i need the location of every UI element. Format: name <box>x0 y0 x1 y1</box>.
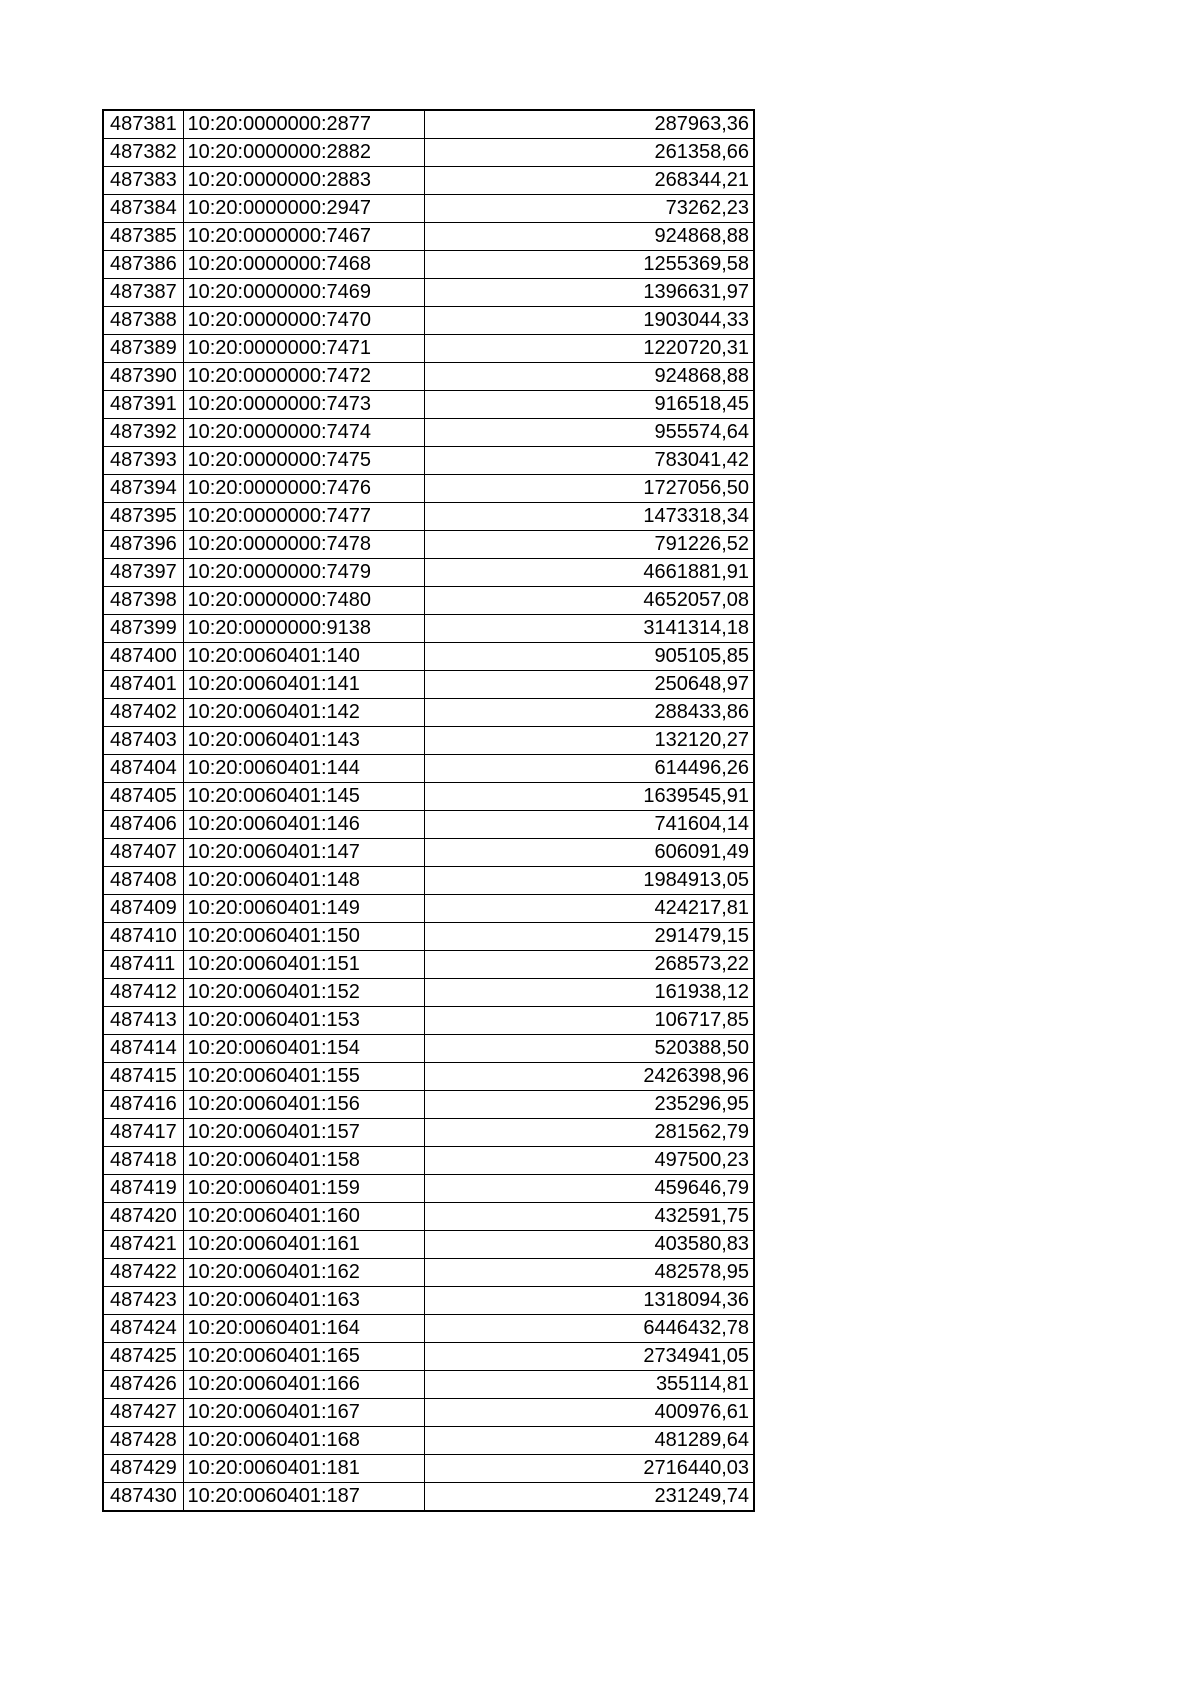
cadastral-number-cell: 10:20:0060401:167 <box>183 1399 424 1427</box>
row-id-cell: 487424 <box>103 1315 183 1343</box>
cadastral-number-cell: 10:20:0000000:9138 <box>183 615 424 643</box>
cadastral-value-cell: 261358,66 <box>424 139 754 167</box>
row-id-cell: 487384 <box>103 195 183 223</box>
cadastral-number-cell: 10:20:0060401:160 <box>183 1203 424 1231</box>
cadastral-number-cell: 10:20:0060401:168 <box>183 1427 424 1455</box>
table-row <box>103 1259 754 1287</box>
cadastral-value-cell: 400976,61 <box>424 1399 754 1427</box>
cadastral-number-cell: 10:20:0000000:2883 <box>183 167 424 195</box>
table-row <box>103 139 754 167</box>
cadastral-value-cell: 783041,42 <box>424 447 754 475</box>
row-id-cell: 487399 <box>103 615 183 643</box>
cadastral-number-cell: 10:20:0060401:146 <box>183 811 424 839</box>
cadastral-number-cell: 10:20:0060401:140 <box>183 643 424 671</box>
cadastral-value-cell: 4652057,08 <box>424 587 754 615</box>
row-id-cell: 487425 <box>103 1343 183 1371</box>
cadastral-number-cell: 10:20:0060401:144 <box>183 755 424 783</box>
row-id-cell: 487410 <box>103 923 183 951</box>
row-id-cell: 487383 <box>103 167 183 195</box>
cadastral-value-cell: 482578,95 <box>424 1259 754 1287</box>
cadastral-number-cell: 10:20:0060401:164 <box>183 1315 424 1343</box>
row-id-cell: 487426 <box>103 1371 183 1399</box>
table-row <box>103 279 754 307</box>
cadastral-value-cell: 231249,74 <box>424 1483 754 1512</box>
row-id-cell: 487415 <box>103 1063 183 1091</box>
cadastral-number-cell: 10:20:0060401:152 <box>183 979 424 1007</box>
table-row <box>103 251 754 279</box>
cadastral-value-cell: 481289,64 <box>424 1427 754 1455</box>
row-id-cell: 487381 <box>103 110 183 139</box>
row-id-cell: 487400 <box>103 643 183 671</box>
cadastral-number-cell: 10:20:0060401:162 <box>183 1259 424 1287</box>
cadastral-value-cell: 905105,85 <box>424 643 754 671</box>
row-id-cell: 487417 <box>103 1119 183 1147</box>
row-id-cell: 487421 <box>103 1231 183 1259</box>
cadastral-value-cell: 1220720,31 <box>424 335 754 363</box>
table-row <box>103 951 754 979</box>
cadastral-value-cell: 497500,23 <box>424 1147 754 1175</box>
cadastral-number-cell: 10:20:0060401:157 <box>183 1119 424 1147</box>
cadastral-value-cell: 3141314,18 <box>424 615 754 643</box>
cadastral-value-cell: 268344,21 <box>424 167 754 195</box>
row-id-cell: 487418 <box>103 1147 183 1175</box>
table-row <box>103 363 754 391</box>
row-id-cell: 487403 <box>103 727 183 755</box>
table-body <box>103 110 754 1511</box>
table-row <box>103 1203 754 1231</box>
cadastral-number-cell: 10:20:0060401:151 <box>183 951 424 979</box>
row-id-cell: 487391 <box>103 391 183 419</box>
cadastral-value-cell: 250648,97 <box>424 671 754 699</box>
cadastral-number-cell: 10:20:0060401:158 <box>183 1147 424 1175</box>
cadastral-value-cell: 459646,79 <box>424 1175 754 1203</box>
table-row <box>103 307 754 335</box>
cadastral-value-cell: 403580,83 <box>424 1231 754 1259</box>
cadastral-value-cell: 132120,27 <box>424 727 754 755</box>
cadastral-number-cell: 10:20:0000000:7478 <box>183 531 424 559</box>
row-id-cell: 487395 <box>103 503 183 531</box>
cadastral-number-cell: 10:20:0000000:7467 <box>183 223 424 251</box>
cadastral-number-cell: 10:20:0000000:2877 <box>183 110 424 139</box>
cadastral-value-cell: 924868,88 <box>424 363 754 391</box>
row-id-cell: 487392 <box>103 419 183 447</box>
cadastral-number-cell: 10:20:0000000:7476 <box>183 475 424 503</box>
cadastral-value-cell: 281562,79 <box>424 1119 754 1147</box>
cadastral-value-cell: 1727056,50 <box>424 475 754 503</box>
cadastral-number-cell: 10:20:0060401:145 <box>183 783 424 811</box>
row-id-cell: 487420 <box>103 1203 183 1231</box>
cadastral-value-cell: 1318094,36 <box>424 1287 754 1315</box>
cadastral-number-cell: 10:20:0060401:143 <box>183 727 424 755</box>
row-id-cell: 487398 <box>103 587 183 615</box>
cadastral-number-cell: 10:20:0060401:163 <box>183 1287 424 1315</box>
cadastral-value-cell: 606091,49 <box>424 839 754 867</box>
cadastral-number-cell: 10:20:0060401:166 <box>183 1371 424 1399</box>
row-id-cell: 487402 <box>103 699 183 727</box>
cadastral-number-cell: 10:20:0000000:7474 <box>183 419 424 447</box>
table-row <box>103 811 754 839</box>
cadastral-value-cell: 106717,85 <box>424 1007 754 1035</box>
row-id-cell: 487393 <box>103 447 183 475</box>
row-id-cell: 487409 <box>103 895 183 923</box>
row-id-cell: 487394 <box>103 475 183 503</box>
cadastral-value-cell: 916518,45 <box>424 391 754 419</box>
cadastral-value-table <box>102 109 755 1512</box>
table-row <box>103 1343 754 1371</box>
cadastral-number-cell: 10:20:0000000:7470 <box>183 307 424 335</box>
cadastral-value-cell: 2734941,05 <box>424 1343 754 1371</box>
cadastral-value-cell: 741604,14 <box>424 811 754 839</box>
row-id-cell: 487414 <box>103 1035 183 1063</box>
table-row <box>103 727 754 755</box>
table-row <box>103 531 754 559</box>
cadastral-number-cell: 10:20:0060401:154 <box>183 1035 424 1063</box>
cadastral-number-cell: 10:20:0060401:156 <box>183 1091 424 1119</box>
row-id-cell: 487419 <box>103 1175 183 1203</box>
table-row <box>103 1399 754 1427</box>
cadastral-value-cell: 520388,50 <box>424 1035 754 1063</box>
table-row <box>103 475 754 503</box>
table-row <box>103 755 754 783</box>
row-id-cell: 487428 <box>103 1427 183 1455</box>
table-row <box>103 979 754 1007</box>
table-row <box>103 1315 754 1343</box>
cadastral-value-cell: 432591,75 <box>424 1203 754 1231</box>
table-row <box>103 503 754 531</box>
row-id-cell: 487404 <box>103 755 183 783</box>
row-id-cell: 487422 <box>103 1259 183 1287</box>
cadastral-value-cell: 4661881,91 <box>424 559 754 587</box>
cadastral-number-cell: 10:20:0060401:161 <box>183 1231 424 1259</box>
table-row <box>103 419 754 447</box>
table-row <box>103 1007 754 1035</box>
row-id-cell: 487382 <box>103 139 183 167</box>
row-id-cell: 487416 <box>103 1091 183 1119</box>
cadastral-value-cell: 924868,88 <box>424 223 754 251</box>
cadastral-value-cell: 287963,36 <box>424 110 754 139</box>
cadastral-number-cell: 10:20:0060401:142 <box>183 699 424 727</box>
cadastral-value-cell: 1473318,34 <box>424 503 754 531</box>
table-row <box>103 923 754 951</box>
cadastral-number-cell: 10:20:0000000:7469 <box>183 279 424 307</box>
cadastral-number-cell: 10:20:0000000:7472 <box>183 363 424 391</box>
cadastral-number-cell: 10:20:0000000:7471 <box>183 335 424 363</box>
cadastral-number-cell: 10:20:0000000:7475 <box>183 447 424 475</box>
row-id-cell: 487389 <box>103 335 183 363</box>
table-row <box>103 587 754 615</box>
row-id-cell: 487430 <box>103 1483 183 1512</box>
cadastral-value-cell: 1396631,97 <box>424 279 754 307</box>
cadastral-value-cell: 614496,26 <box>424 755 754 783</box>
cadastral-value-cell: 291479,15 <box>424 923 754 951</box>
table-row <box>103 1063 754 1091</box>
row-id-cell: 487397 <box>103 559 183 587</box>
table-row <box>103 447 754 475</box>
table-row <box>103 391 754 419</box>
cadastral-number-cell: 10:20:0000000:7480 <box>183 587 424 615</box>
table-row <box>103 1035 754 1063</box>
row-id-cell: 487386 <box>103 251 183 279</box>
table-row <box>103 1371 754 1399</box>
table-row <box>103 895 754 923</box>
table-row <box>103 559 754 587</box>
table-row <box>103 1427 754 1455</box>
cadastral-value-cell: 268573,22 <box>424 951 754 979</box>
table-row <box>103 615 754 643</box>
cadastral-number-cell: 10:20:0060401:187 <box>183 1483 424 1512</box>
table-row <box>103 839 754 867</box>
table-row <box>103 1119 754 1147</box>
cadastral-value-cell: 791226,52 <box>424 531 754 559</box>
cadastral-number-cell: 10:20:0000000:7473 <box>183 391 424 419</box>
cadastral-value-cell: 1903044,33 <box>424 307 754 335</box>
table-row <box>103 167 754 195</box>
cadastral-value-cell: 73262,23 <box>424 195 754 223</box>
row-id-cell: 487385 <box>103 223 183 251</box>
cadastral-value-cell: 288433,86 <box>424 699 754 727</box>
row-id-cell: 487407 <box>103 839 183 867</box>
cadastral-number-cell: 10:20:0000000:7479 <box>183 559 424 587</box>
cadastral-value-cell: 2426398,96 <box>424 1063 754 1091</box>
cadastral-number-cell: 10:20:0060401:149 <box>183 895 424 923</box>
row-id-cell: 487429 <box>103 1455 183 1483</box>
table-row <box>103 867 754 895</box>
cadastral-value-cell: 355114,81 <box>424 1371 754 1399</box>
table-row <box>103 1091 754 1119</box>
cadastral-number-cell: 10:20:0060401:165 <box>183 1343 424 1371</box>
cadastral-number-cell: 10:20:0000000:2947 <box>183 195 424 223</box>
table-row <box>103 110 754 139</box>
cadastral-number-cell: 10:20:0060401:147 <box>183 839 424 867</box>
table-row <box>103 643 754 671</box>
cadastral-value-cell: 1255369,58 <box>424 251 754 279</box>
cadastral-number-cell: 10:20:0060401:150 <box>183 923 424 951</box>
table-row <box>103 1231 754 1259</box>
cadastral-number-cell: 10:20:0060401:148 <box>183 867 424 895</box>
table-row <box>103 671 754 699</box>
row-id-cell: 487423 <box>103 1287 183 1315</box>
cadastral-value-cell: 235296,95 <box>424 1091 754 1119</box>
table-row <box>103 335 754 363</box>
row-id-cell: 487408 <box>103 867 183 895</box>
table-row <box>103 195 754 223</box>
row-id-cell: 487401 <box>103 671 183 699</box>
row-id-cell: 487406 <box>103 811 183 839</box>
table-row <box>103 223 754 251</box>
cadastral-number-cell: 10:20:0060401:141 <box>183 671 424 699</box>
table-row <box>103 699 754 727</box>
cadastral-number-cell: 10:20:0000000:7468 <box>183 251 424 279</box>
cadastral-value-cell: 6446432,78 <box>424 1315 754 1343</box>
row-id-cell: 487387 <box>103 279 183 307</box>
row-id-cell: 487427 <box>103 1399 183 1427</box>
table-row <box>103 1455 754 1483</box>
cadastral-number-cell: 10:20:0000000:2882 <box>183 139 424 167</box>
table-row <box>103 1147 754 1175</box>
cadastral-value-cell: 1639545,91 <box>424 783 754 811</box>
table-row <box>103 1483 754 1512</box>
cadastral-number-cell: 10:20:0060401:155 <box>183 1063 424 1091</box>
cadastral-value-cell: 2716440,03 <box>424 1455 754 1483</box>
table-row <box>103 783 754 811</box>
table-row <box>103 1175 754 1203</box>
cadastral-number-cell: 10:20:0060401:159 <box>183 1175 424 1203</box>
cadastral-number-cell: 10:20:0060401:153 <box>183 1007 424 1035</box>
row-id-cell: 487405 <box>103 783 183 811</box>
cadastral-value-cell: 161938,12 <box>424 979 754 1007</box>
cadastral-value-cell: 424217,81 <box>424 895 754 923</box>
table-row <box>103 1287 754 1315</box>
cadastral-value-cell: 955574,64 <box>424 419 754 447</box>
row-id-cell: 487388 <box>103 307 183 335</box>
cadastral-number-cell: 10:20:0000000:7477 <box>183 503 424 531</box>
cadastral-value-cell: 1984913,05 <box>424 867 754 895</box>
cadastral-number-cell: 10:20:0060401:181 <box>183 1455 424 1483</box>
row-id-cell: 487412 <box>103 979 183 1007</box>
row-id-cell: 487390 <box>103 363 183 391</box>
row-id-cell: 487411 <box>103 951 183 979</box>
row-id-cell: 487413 <box>103 1007 183 1035</box>
row-id-cell: 487396 <box>103 531 183 559</box>
